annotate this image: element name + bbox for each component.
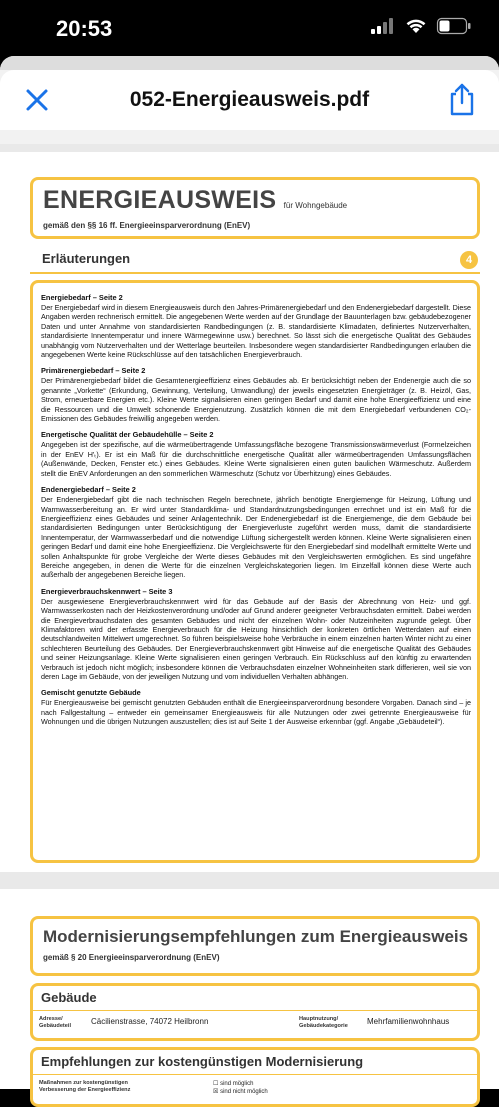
paragraph-heading: Endenergiebedarf – Seite 2 [41, 485, 136, 495]
document-sheet [0, 56, 499, 1095]
paragraph-energieverbrauchskennwert [41, 587, 471, 682]
paragraph-heading: Gemischt genutzte Gebäude [41, 688, 141, 698]
pdf-page-4 [0, 152, 499, 872]
paragraph-gebaeudehuelle [41, 430, 471, 478]
status-icons [371, 18, 471, 34]
address-label [39, 1016, 71, 1030]
usage-label [299, 1016, 348, 1030]
section-divider [30, 272, 480, 274]
building-box [30, 983, 480, 1041]
checkbox-checked-icon: ☒ [213, 1089, 219, 1095]
signal-icon [371, 18, 395, 34]
option-possible [213, 1080, 253, 1087]
option-possible-label: sind möglich [220, 1081, 254, 1087]
usage-label-line1: Hauptnutzung/ [299, 1016, 339, 1022]
paragraph-heading: Energiebedarf – Seite 2 [41, 293, 123, 302]
recommendations-title: Empfehlungen zur kostengünstigen Modernisierung [41, 1054, 364, 1069]
law-reference: gemäß § 20 Energieeinsparverordnung (EnEV) [43, 953, 220, 962]
usage-label-line2: Gebäudekategorie [299, 1023, 348, 1029]
option-not-possible [213, 1088, 268, 1095]
paragraph-text: Für Energieausweise bei gemischt genutzten Gebäuden enthält die Energieeinsparverordnung besondere Vorgaben. Danach sind – je nach Fallgestaltung – entweder ein gemeinsamer Energieausweis für alle Nutzungen oder zwei getrennte Energieausweise für Wohnungen und die übrigen Nutzungen auszustellen; dies ist auf Seite 1 der Ausweise erkennbar (ggf. Angabe „Gebäudeteil“). [41, 698, 471, 727]
paragraph-energiebedarf [41, 293, 471, 359]
address-label-line1: Adresse/ [39, 1016, 63, 1022]
header-box [30, 177, 480, 239]
paragraph-text: Der ausgewiesene Energieverbrauchskennwert wird für das Gebäude auf der Basis der Abrechnung von Heiz- und ggf. Warmwasserkosten nach der Heizkostenverordnung und/oder auf Grund anderer geeigneter Verbrauchsdaten ermittelt. Dabei werden die Energieverbrauchsdaten des gesamten Gebäudes und nicht der einzelnen Wohn- oder Nutzeinheiten zugrunde gelegt. Über Klimafaktoren wird der erfasste Energieverbrauch für die Heizung hinsichtlich der konkreten örtlichen Wetterdaten auf einen deutschlandweiten Mittelwert umgerechnet. So führen beispielsweise hohe Verbräuche in einem einzelnen harten Winter nicht zu einer schlechteren Beurteilung des Gebäudes. Der Energieverbrauchskennwert gibt Hinweise auf die energetische Qualität des Gebäudes und seiner Heizungsanlage. Kleine Werte signalisieren einen geringen Verbrauch. Ein Rückschluss auf den künftig zu erwartenden Verbrauch ist jedoch nicht möglich; insbesondere können die Verbrauchsdaten einzelner Wohneinheiten stark differieren, weil sie von deren Lage im Gebäude, von der jeweiligen Nutzung und vom individuellen Verhalten abhängen. [41, 596, 471, 681]
pdf-page-5 [0, 889, 499, 1095]
status-bar [0, 0, 499, 58]
building-divider [33, 1010, 477, 1011]
address-value: Cäcilienstrasse, 74072 Heilbronn [91, 1017, 209, 1026]
section-title: Erläuterungen [42, 251, 131, 266]
law-reference: gemäß den §§ 16 ff. Energieeinsparverordnung (EnEV) [43, 221, 251, 230]
pdf-viewer[interactable] [0, 144, 499, 1095]
battery-icon [437, 18, 471, 34]
page-number-badge: 4 [460, 251, 478, 269]
paragraph-text: Der Energiebedarf wird in diesem Energieausweis durch den Jahres-Primärenergiebedarf und den Endenergiebedarf dargestellt. Diese Angaben werden rechnerisch ermittelt. Die angegebenen Werte werden auf der Grundlage der Bauunterlagen bzw. gebäudebezogener Daten und unter Annahme von standardisierten Randbedingungen (z. B. standardisierte Klimadaten, definiertes Nutzerverhalten, standardisierte Innentemperatur und innere Wärmegewinne usw.) berechnet. So lässt sich die energetische Qualität des Gebäudes unabhängig vom Nutzerverhalten und der Wetterlage beurteilen. Insbesondere wegen standardisierter Randbedingungen erlauben die angegebenen Werte keine Rückschlüsse auf den tatsächlichen Energieverbrauch. [41, 303, 471, 360]
paragraph-gemischt-genutzt [41, 688, 471, 726]
paragraph-endenergiebedarf [41, 485, 471, 580]
document-heading [43, 186, 347, 215]
recommendations-box [30, 1047, 480, 1107]
paragraph-text: Der Primärenergiebedarf bildet die Gesamtenergieeffizienz eines Gebäudes ab. Er berücksichtigt neben der Endenergie auch die so genannte „Vorkette“ (Erkundung, Gewinnung, Verteilung, Umwandlung) der jeweils eingesetzten Energieträger (z. B. Heizöl, Gas, Strom, erneuerbare Energien etc.). Kleine Werte signalisieren einen geringen Bedarf und damit eine hohe Energieeffizienz und eine die Ressourcen und die Umwelt schonende Energienutzung. Zusätzlich können die mit dem Energiebedarf verbundenen CO₂-Emissionen des Gebäudes freiwillig angegeben werden. [41, 376, 471, 424]
paragraph-heading: Energieverbrauchskennwert – Seite 3 [41, 586, 173, 596]
modernisation-header-box [30, 916, 480, 976]
paragraph-text: Angegeben ist der spezifische, auf die wärmeübertragende Umfassungsfläche bezogene Transmissionswärmeverlust (Formelzeichen in der EnEV H'ₜ). Er ist ein Maß für die durchschnittliche energetische Qualität aller wärmeübertragenden Umfassungsflächen (Außenwände, Decken, Fenster etc.) eines Gebäudes. Kleine Werte signalisieren einen guten baulichen Wärmeschutz. Außerdem stellt die EnEV Anforderungen an den sommerlichen Wärmeschutz (Schutz vor Überhitzung) eines Gebäudes. [41, 440, 471, 478]
recommendations-divider [33, 1074, 477, 1075]
heading-title: ENERGIEAUSWEIS [43, 186, 277, 214]
option-not-possible-label: sind nicht möglich [220, 1089, 268, 1095]
checkbox-empty-icon: ☐ [213, 1081, 219, 1087]
sheet-grabber [0, 56, 499, 70]
recommendations-label-line2: Verbesserung der Energieeffizienz [39, 1087, 131, 1093]
wifi-icon [405, 18, 427, 34]
paragraph-text: Der Endenergiebedarf gibt die nach technischen Regeln berechnete, jährlich benötigte Energiemenge für Heizung, Lüftung und Warmwasserbereitung an. Er wird unter Standardklima- und Standardnutzungsbedingungen errechnet und ist ein Maß für die Energieeffizienz eines Gebäudes und seiner Anlagentechnik. Der Endenergiebedarf ist die Energiemenge, die dem Gebäude bei standardisierten Bedingungen unter Berücksichtigung der Energieverluste zugeführt werden muss, damit die standardisierte Innentemperatur, der Warmwasserbedarf und die notwendige Lüftung sichergestellt werden können. Kleine Werte signalisieren einen geringen Bedarf und damit eine hohe Energieeffizienz. Die Vergleichswerte für den Energiebedarf sind modellhaft ermittelte Werte und sollen Anhaltspunkte für grobe Vergleiche der Werte dieses Gebäudes mit den Vergleichswerten ermöglichen. Es sind ungefähre Bereiche angegeben, in denen die Werte für die einzelnen Vergleichskategorien liegen. Im Einzelfall können diese Werte auch außerhalb der angegebenen Bereiche liegen. [41, 495, 471, 580]
navigation-bar [0, 70, 499, 130]
paragraph-primaerenergiebedarf [41, 366, 471, 423]
status-time: 20:53 [56, 16, 113, 41]
address-label-line2: Gebäudeteil [39, 1023, 72, 1029]
recommendations-label [39, 1080, 130, 1094]
heading-suffix: für Wohngebäude [283, 201, 348, 210]
paragraph-heading: Energetische Qualität der Gebäudehülle – Seite 2 [41, 430, 214, 440]
recommendations-label-line1: Maßnahmen zur kostengünstigen [39, 1080, 128, 1086]
document-title: 052-Energieausweis.pdf [129, 88, 370, 111]
building-title: Gebäude [41, 990, 97, 1005]
explanations-box [30, 280, 480, 863]
share-icon[interactable] [447, 82, 477, 116]
modernisation-title: Modernisierungsempfehlungen zum Energieausweis [43, 927, 469, 946]
paragraph-heading: Primärenergiebedarf – Seite 2 [41, 366, 146, 376]
usage-value: Mehrfamilienwohnhaus [367, 1017, 450, 1026]
